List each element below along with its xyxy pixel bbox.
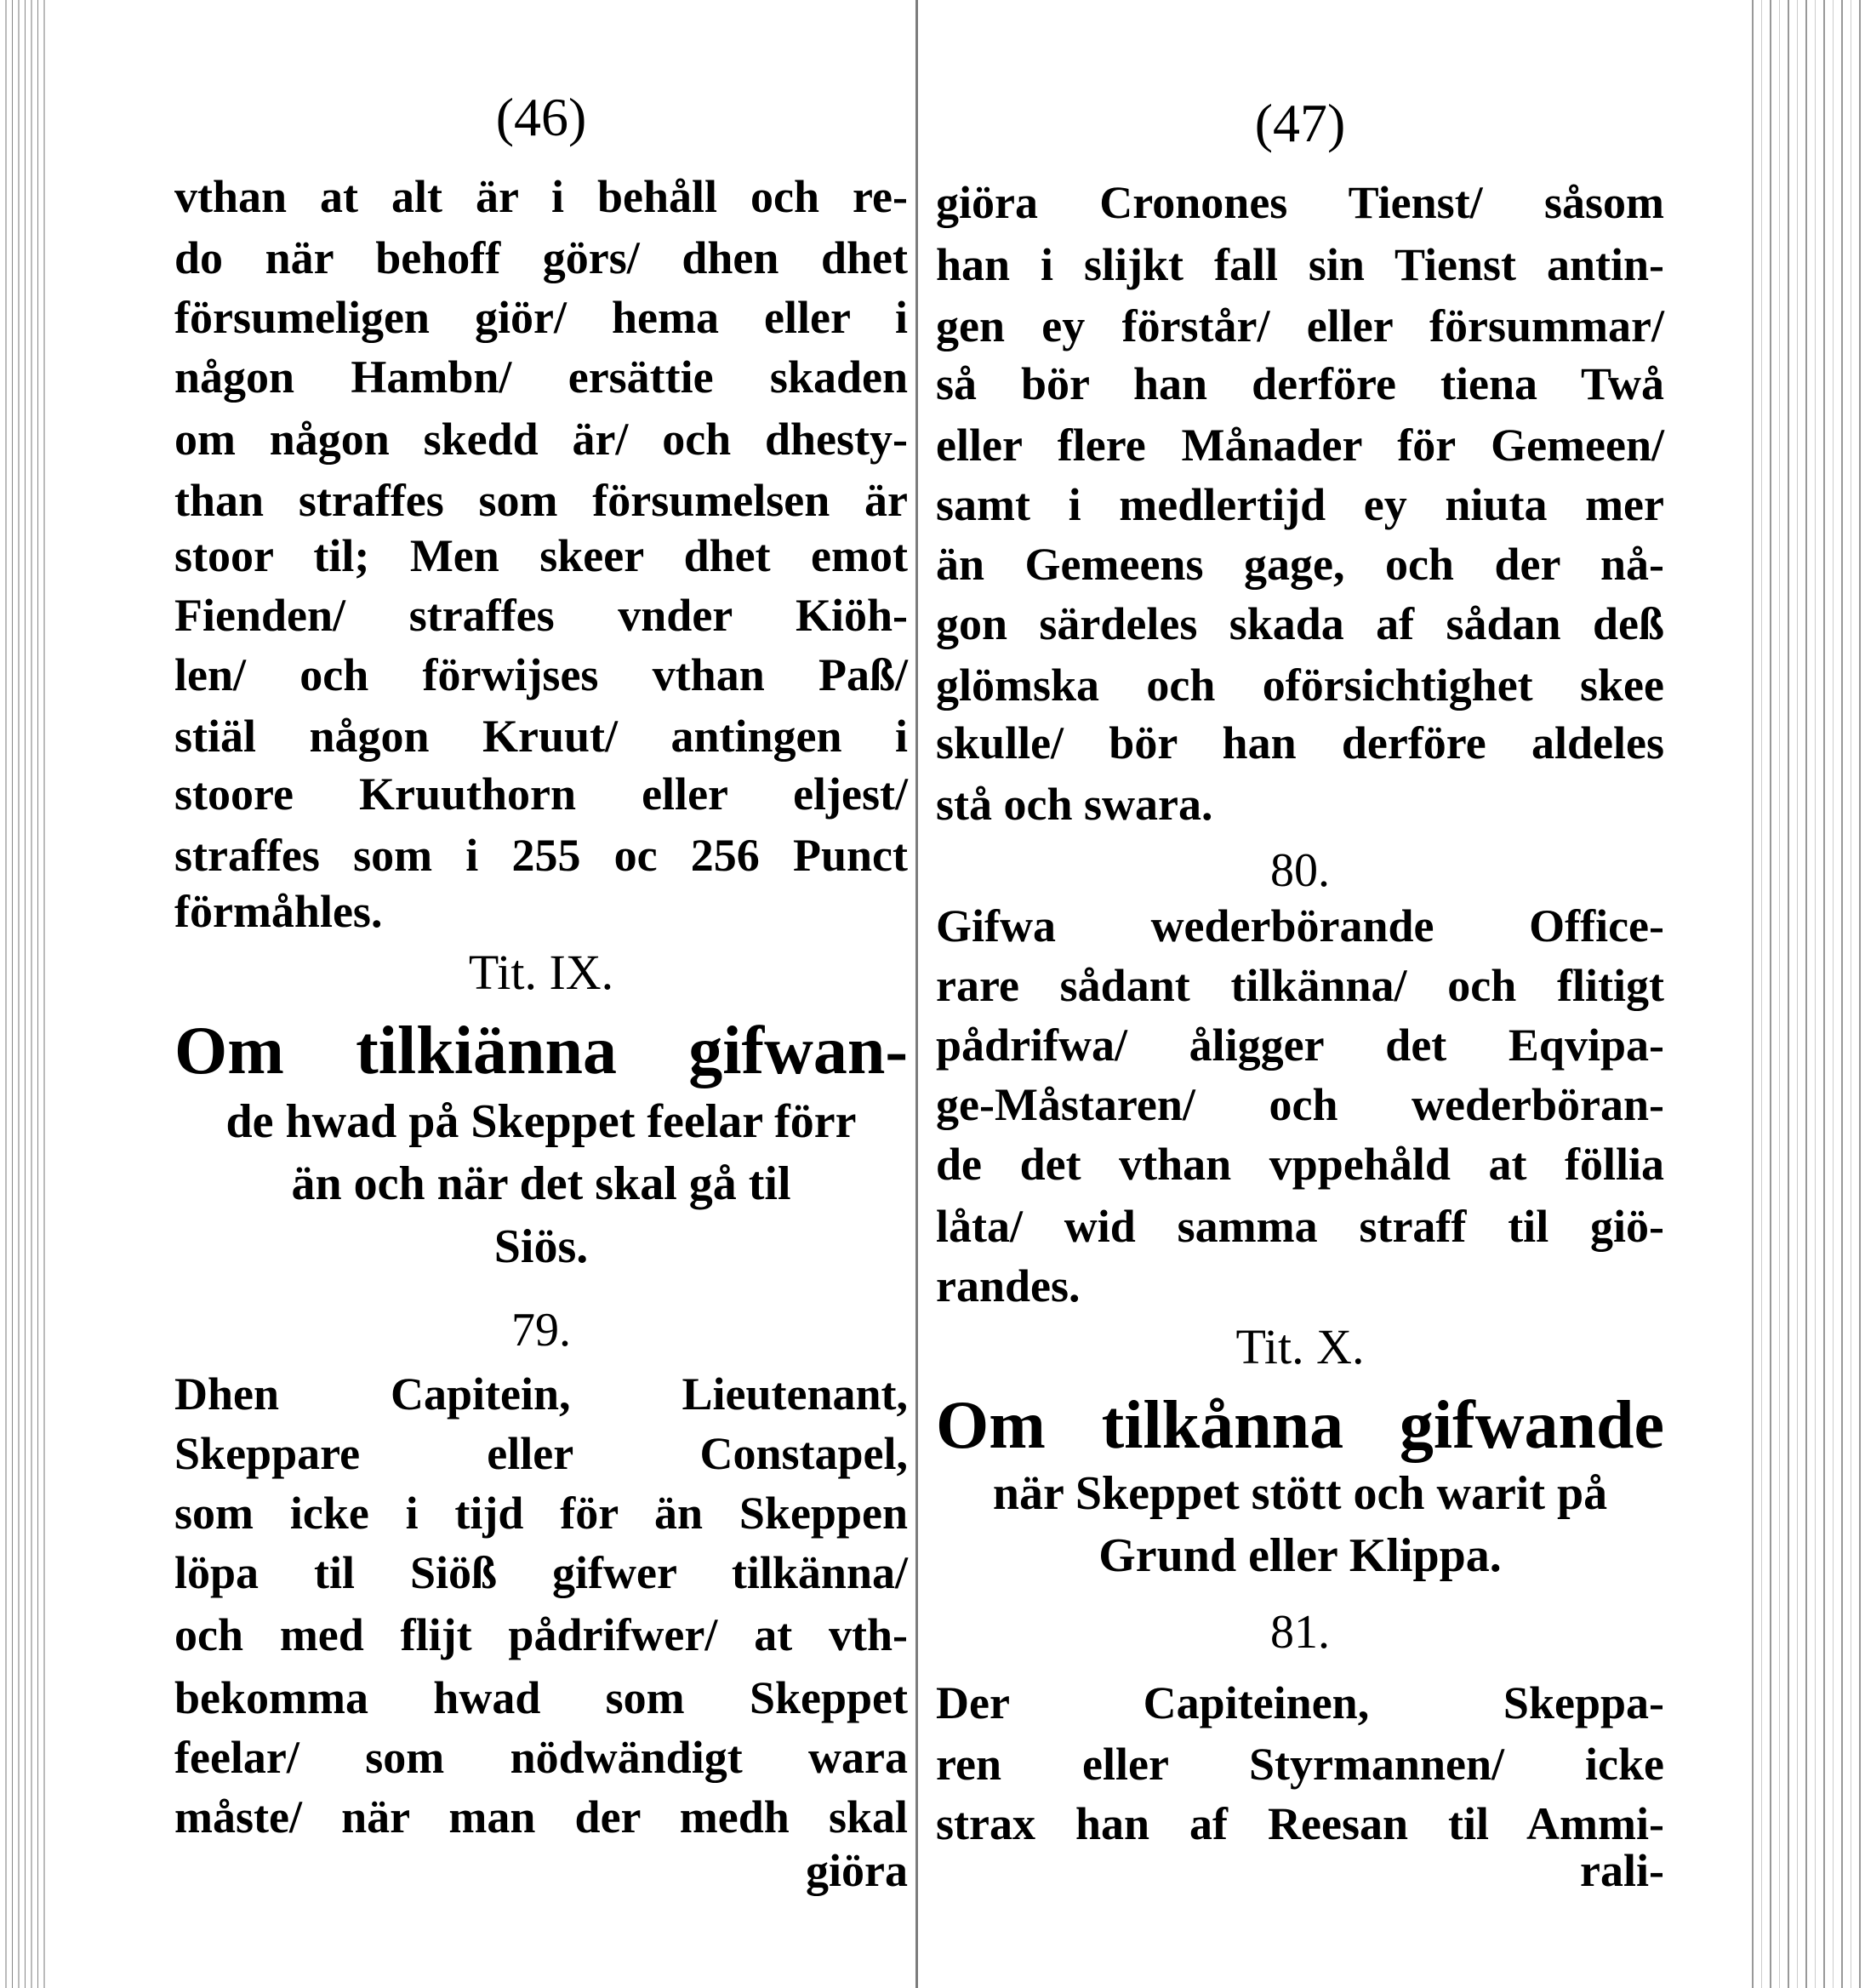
text-line: randes.: [936, 1260, 1081, 1311]
text-line: stiäl någon Kruut/ antingen i: [174, 711, 908, 762]
text-line: giöra Cronones Tienst/ såsom: [936, 177, 1664, 228]
text-line: han i slijkt fall sin Tienst antin-: [936, 239, 1664, 290]
text-line: straffes som i 255 oc 256 Punct: [174, 830, 908, 881]
text-line: Dhen Capitein, Lieutenant,: [174, 1368, 908, 1420]
section-subheading: än och när det skal gå til: [291, 1157, 791, 1210]
text-line: Der Capiteinen, Skeppa-: [936, 1677, 1664, 1728]
text-line: ge-Måstaren/ och wederböran-: [936, 1079, 1664, 1130]
text-line: de det vthan vppehåld at föllia: [936, 1139, 1664, 1190]
text-line: gen ey förstår/ eller försummar/: [936, 300, 1664, 351]
text-line: skulle/ bör han derföre aldeles: [936, 717, 1664, 768]
text-line: gon särdeles skada af sådan deß: [936, 598, 1664, 649]
text-line: feelar/ som nödwändigt wara: [174, 1732, 908, 1783]
text-line: Gifwa wederbörande Officе-: [936, 900, 1664, 951]
text-line: Skeppare eller Constapel,: [174, 1428, 908, 1479]
text-line: någon Hambn/ ersättie skaden: [174, 351, 908, 403]
section-heading: Om tilkånna gifwande: [936, 1388, 1664, 1463]
text-line: om någon skedd är/ och dhesty-: [174, 414, 908, 465]
text-line: do när behoff görs/ dhen dhet: [174, 232, 908, 283]
text-line: ren eller Styrmannen/ icke: [936, 1739, 1664, 1790]
text-line: låta/ wid samma straff til giö-: [936, 1201, 1664, 1252]
text-line: pådrifwa/ åligger det Eqvipa-: [936, 1020, 1664, 1071]
text-line: than straffes som försumelsen är: [174, 475, 908, 526]
text-line: stå och swara.: [936, 779, 1213, 830]
text-line: än Gemeens gage, och der nå-: [936, 539, 1664, 590]
paragraph-number: 81.: [1270, 1606, 1330, 1659]
right-page: [936, 0, 1664, 1988]
text-line: Fienden/ straffes vnder Kiöh-: [174, 590, 908, 641]
paragraph-number: 80.: [1270, 844, 1330, 897]
text-line: så bör han derföre tiena Twå: [936, 358, 1664, 409]
page-number: (47): [1254, 93, 1346, 153]
text-line: glömska och oförsichtighet skee: [936, 660, 1664, 711]
text-line: eller flere Månader för Gemeen/: [936, 420, 1664, 471]
text-line: som icke i tijd för än Skeppen: [174, 1488, 908, 1539]
title-number: Tit. IX.: [468, 945, 614, 1000]
text-line: rali-: [1580, 1845, 1664, 1896]
text-line: löpa til Siöß gifwer tilkänna/: [174, 1547, 908, 1598]
text-line: försumeligen giör/ hema eller i: [174, 292, 908, 343]
text-line: stoore Kruuthorn eller eljest/: [174, 768, 908, 820]
scan-edge-right: [1744, 0, 1865, 1988]
text-line: förmåhles.: [174, 886, 383, 937]
section-heading: Om tilkiänna gifwan-: [174, 1014, 908, 1088]
text-line: stoor til; Men skeer dhet emot: [174, 530, 908, 581]
paragraph-number: 79.: [511, 1304, 571, 1357]
left-page: [174, 0, 908, 1988]
section-subheading: när Skeppet stött och warit på: [992, 1467, 1608, 1520]
text-line: måste/ när man der medh skal: [174, 1791, 908, 1842]
section-subheading: de hwad på Skeppet feelar förr: [225, 1095, 857, 1148]
book-gutter: [915, 0, 918, 1988]
text-line: giöra: [806, 1845, 908, 1896]
scan-edge-left: [0, 0, 47, 1988]
text-line: bekomma hwad som Skeppet: [174, 1672, 908, 1723]
text-line: len/ och förwijses vthan Paß/: [174, 649, 908, 700]
page-number: (46): [495, 87, 587, 147]
text-line: samt i medlertijd ey niuta mer: [936, 479, 1664, 530]
section-subheading: Siös.: [493, 1220, 589, 1273]
text-line: vthan at alt är i behåll och re-: [174, 171, 908, 222]
text-line: strax han af Reesan til Ammi-: [936, 1798, 1664, 1849]
text-line: rare sådant tilkänna/ och flitigt: [936, 960, 1664, 1011]
text-line: och med flijt pådrifwer/ at vth-: [174, 1609, 908, 1660]
section-subheading: Grund eller Klippa.: [1098, 1529, 1502, 1582]
title-number: Tit. X.: [1235, 1319, 1365, 1374]
